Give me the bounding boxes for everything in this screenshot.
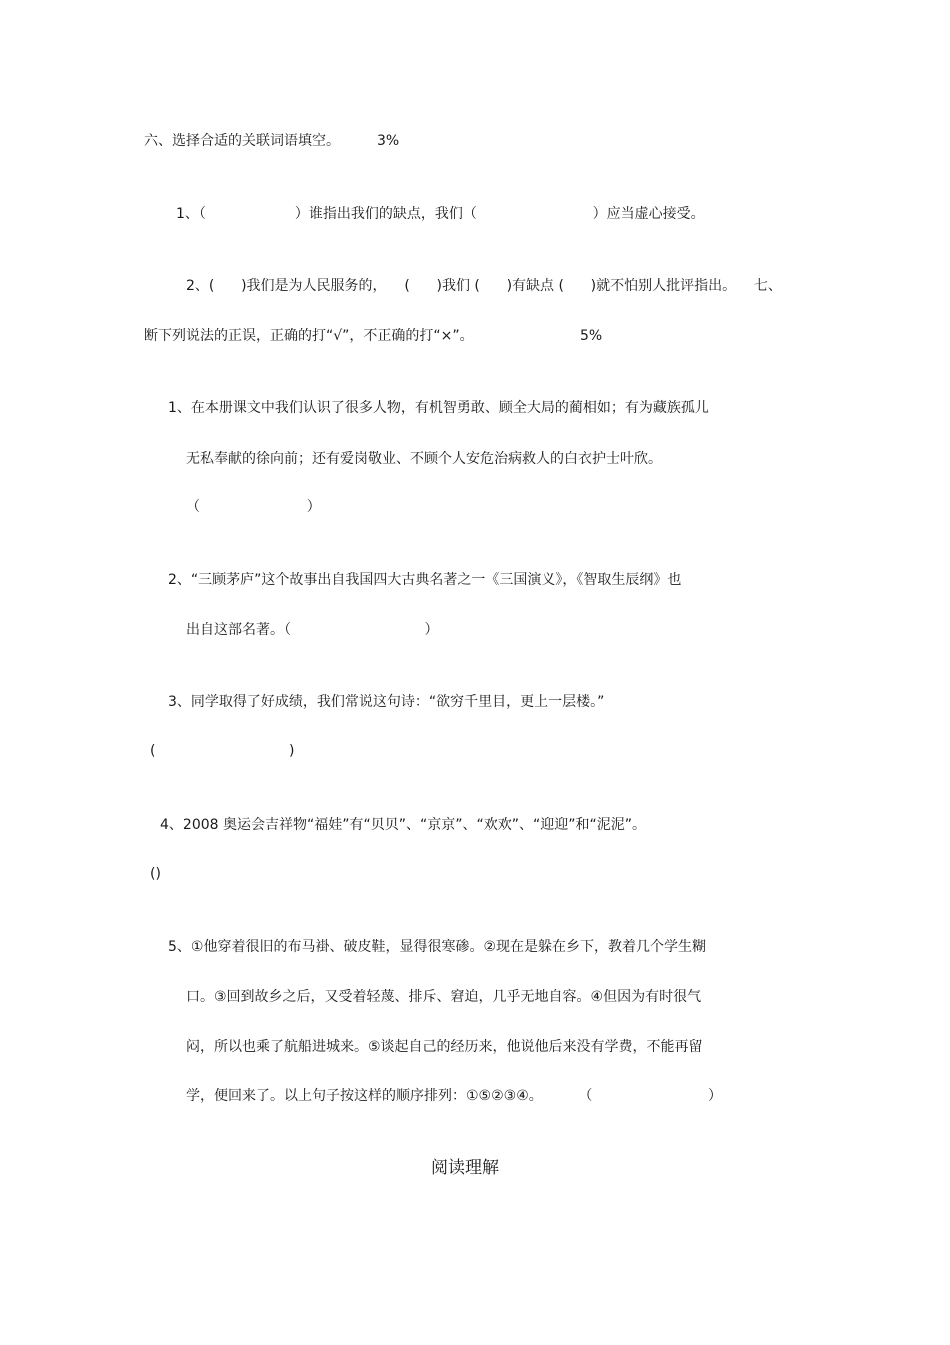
- item-line: 无私奉献的徐向前；还有爱岗敬业、不顾个人安危治病救人的白衣护士叶欣。: [186, 451, 662, 467]
- section6-question-2: 2、( )我们是为人民服务的， ( )我们 ( )有缺点 ( )就不怕别人批评指出。 七、: [186, 278, 782, 294]
- item-line: 3、同学取得了好成绩，我们常说这句诗：“欲穷千里目，更上一层楼。”: [168, 694, 605, 710]
- answer-blank: (): [150, 866, 161, 882]
- section6-score: 3%: [377, 133, 400, 149]
- section7-heading: 断下列说法的正误，正确的打“√”，不正确的打“×”。: [144, 328, 474, 344]
- item-line: 4、2008 奥运会吉祥物“福娃”有“贝贝”、“京京”、“欢欢”、“迎迎”和“泥泥”。: [160, 817, 647, 833]
- item-line: 5、①他穿着很旧的布马褂、破皮鞋，显得很寒碜。②现在是躲在乡下，教着几个学生糊: [168, 939, 707, 955]
- item-line: 学，便回来了。以上句子按这样的顺序排列：①⑤②③④。 （ ）: [186, 1088, 723, 1104]
- item-line: 2、“三顾茅庐”这个故事出自我国四大古典名著之一《三国演义》，《智取生辰纲》也: [168, 572, 682, 588]
- item-line: 闷，所以也乘了航船进城来。⑤谈起自己的经历来，他说他后来没有学费，不能再留: [186, 1039, 703, 1055]
- reading-section-title: 阅读理解: [431, 1158, 499, 1178]
- section6-question-1: 1、（ ）谁指出我们的缺点，我们（ ）应当虚心接受。: [176, 206, 705, 222]
- section6-heading: 六、选择合适的关联词语填空。: [144, 133, 340, 149]
- item-line: 出自这部名著。（ ）: [186, 622, 439, 638]
- section7-score: 5%: [580, 328, 603, 344]
- item-line: 1、在本册课文中我们认识了很多人物，有机智勇敢、顾全大局的蔺相如；有为藏族孤儿: [168, 400, 709, 416]
- answer-blank: （ ）: [186, 499, 321, 515]
- item-line: 口。③回到故乡之后，又受着轻蔑、排斥、窘迫，几乎无地自容。④但因为有时很气: [186, 989, 702, 1005]
- answer-blank: ( ): [150, 743, 295, 759]
